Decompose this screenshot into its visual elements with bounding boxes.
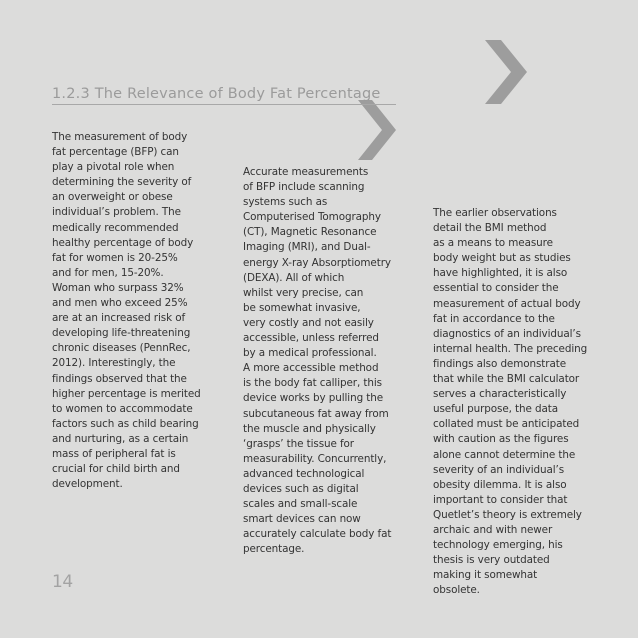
text-line: ‘grasps’ the tissue for — [243, 437, 354, 450]
text-line: whilst very precise, can — [243, 286, 364, 299]
text-line: energy X-ray Absorptiometry — [243, 256, 391, 269]
text-line: and for men, 15-20%. — [52, 266, 164, 279]
text-line: scales and small-scale — [243, 498, 358, 511]
text-line: Woman who surpass 32% — [52, 281, 184, 294]
text-line: collated must be anticipated — [433, 418, 580, 431]
text-line: to women to accommodate — [52, 402, 193, 415]
text-line: chronic diseases (PennRec, — [52, 342, 191, 355]
text-line: fat in accordance to the — [433, 312, 555, 325]
text-line: 2012). Interestingly, the — [52, 357, 176, 370]
text-line: (DEXA). All of which — [243, 271, 345, 284]
text-line: detail the BMI method — [433, 222, 547, 235]
text-line: very costly and not easily — [243, 316, 374, 329]
text-line: devices such as digital — [243, 482, 359, 495]
text-line: findings also demonstrate — [433, 357, 566, 370]
text-line: fat percentage (BFP) can — [52, 146, 179, 159]
text-line: advanced technological — [243, 467, 365, 480]
text-line: accurately calculate body fat — [243, 528, 392, 541]
text-line: body weight but as studies — [433, 252, 571, 265]
text-line: determining the severity of — [52, 176, 192, 189]
text-line: The measurement of body — [52, 131, 188, 143]
text-line: play a pivotal role when — [52, 161, 175, 174]
text-line: smart devices can now — [243, 513, 361, 526]
text-line: an overweight or obese — [52, 191, 173, 204]
text-column-3 — [433, 206, 587, 598]
text-line: making it somewhat — [433, 569, 538, 582]
text-line: A more accessible method — [243, 362, 379, 375]
text-line: thesis is very outdated — [433, 554, 550, 567]
text-line: systems such as — [243, 196, 328, 209]
text-line: important to consider that — [433, 493, 568, 506]
text-line: healthy percentage of body — [52, 236, 194, 249]
text-line: and nurturing, as a certain — [52, 432, 189, 445]
heading-underline — [52, 104, 396, 105]
text-line: findings observed that the — [52, 372, 187, 385]
text-line: mass of peripheral fat is — [52, 447, 176, 460]
text-line: accessible, unless referred — [243, 332, 379, 345]
text-line: archaic and with newer — [433, 523, 553, 536]
text-line: measurement of actual body — [433, 297, 581, 310]
text-line: Quetlet’s theory is extremely — [433, 508, 582, 521]
text-line: be somewhat invasive, — [243, 301, 361, 314]
text-line: the muscle and physically — [243, 422, 376, 435]
text-line: have highlighted, it is also — [433, 267, 568, 280]
text-line: developing life-threatening — [52, 327, 191, 340]
text-line: medically recommended — [52, 221, 179, 234]
text-line: Imaging (MRI), and Dual- — [243, 241, 371, 254]
text-line: is the body fat calliper, this — [243, 377, 382, 390]
text-line: subcutaneous fat away from — [243, 407, 389, 420]
text-line: higher percentage is merited — [52, 387, 201, 400]
text-line: (CT), Magnetic Resonance — [243, 226, 377, 239]
text-line: The earlier observations — [433, 207, 557, 219]
section-heading: 1.2.3 The Relevance of Body Fat Percentage — [52, 86, 381, 102]
text-line: serves a characteristically — [433, 388, 567, 401]
text-line: crucial for child birth and — [52, 463, 180, 476]
text-line: device works by pulling the — [243, 392, 384, 405]
text-line: alone cannot determine the — [433, 448, 576, 461]
text-line: by a medical professional. — [243, 347, 377, 360]
text-line: of BFP include scanning — [243, 181, 365, 194]
text-column-1 — [52, 130, 201, 492]
text-line: technology emerging, his — [433, 539, 563, 552]
chevron-right-icon — [485, 40, 527, 104]
text-line: percentage. — [243, 543, 305, 556]
page-number: 14 — [52, 572, 73, 592]
text-line: with caution as the figures — [433, 433, 569, 446]
text-line: development. — [52, 478, 123, 491]
text-line: fat for women is 20-25% — [52, 251, 178, 264]
text-line: factors such as child bearing — [52, 417, 199, 430]
text-column-2 — [243, 165, 391, 557]
text-line: obsolete. — [433, 584, 480, 597]
text-line: internal health. The preceding — [433, 342, 588, 355]
text-line: Computerised Tomography — [243, 211, 381, 224]
text-line: essential to consider the — [433, 282, 559, 295]
text-line: that while the BMI calculator — [433, 373, 580, 386]
text-line: useful purpose, the data — [433, 403, 559, 416]
text-line: Accurate measurements — [243, 166, 369, 178]
text-line: diagnostics of an individual’s — [433, 327, 581, 340]
text-line: and men who exceed 25% — [52, 297, 188, 310]
text-line: individual’s problem. The — [52, 206, 181, 219]
text-line: obesity dilemma. It is also — [433, 478, 567, 491]
text-line: are at an increased risk of — [52, 312, 186, 325]
text-line: severity of an individual’s — [433, 463, 565, 476]
chevron-right-icon — [358, 100, 396, 160]
text-line: measurability. Concurrently, — [243, 452, 387, 465]
text-line: as a means to measure — [433, 237, 553, 250]
